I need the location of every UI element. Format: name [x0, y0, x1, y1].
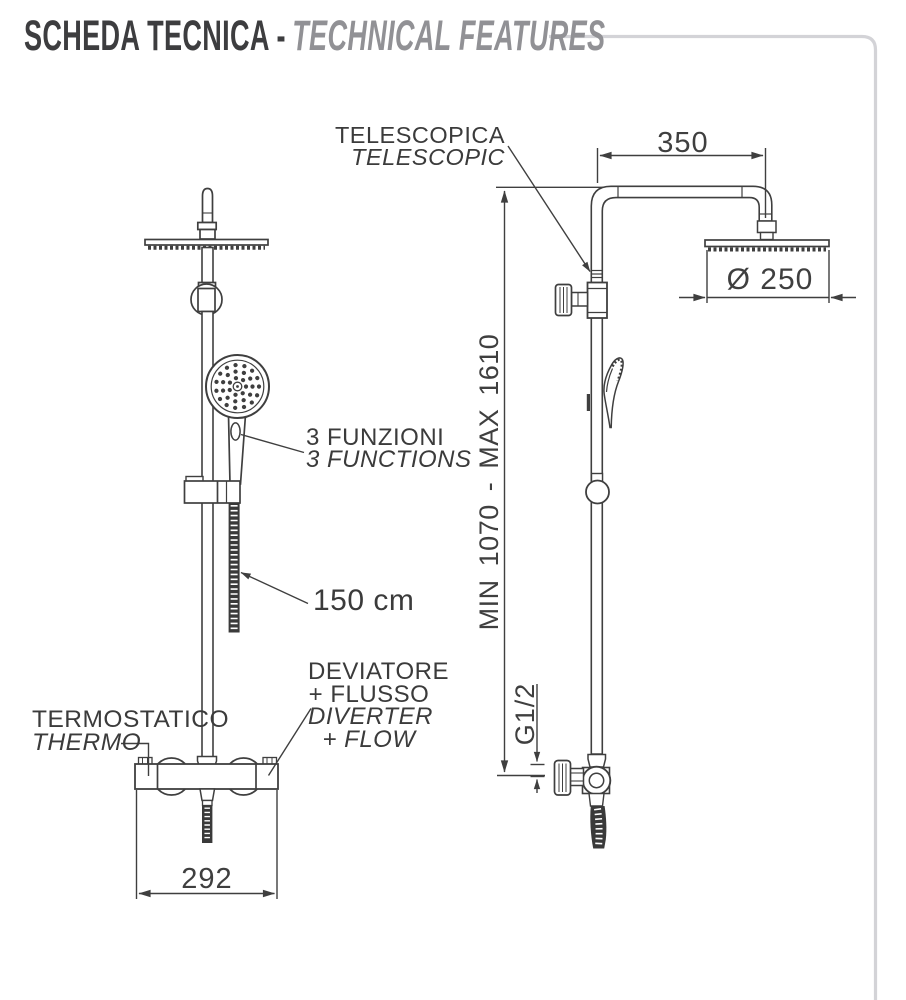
- page-title-italian: SCHEDA TECNICA -: [24, 12, 286, 60]
- label-diverter-en2: + FLOW: [322, 725, 416, 753]
- label-hose-length: 150 cm: [313, 584, 415, 617]
- dim-base-width: 292: [181, 863, 233, 895]
- dim-arm-projection: 350: [657, 127, 709, 159]
- page-title-english: TECHNICAL FEATURES: [292, 12, 606, 60]
- dim-height-range: MIN 1070 - MAX 1610: [474, 333, 504, 631]
- label-diverter-it2: + FLUSSO: [308, 680, 430, 708]
- label-thermostatic: [32, 706, 229, 756]
- label-telescopic: [300, 122, 505, 170]
- label-thermostatic-it: TERMOSTATICO: [32, 706, 229, 733]
- label-thermostatic-en: THERMO: [32, 728, 142, 756]
- label-functions-en: 3 FUNCTIONS: [306, 445, 472, 473]
- label-diverter: [308, 658, 449, 753]
- label-diverter-it1: DEVIATORE: [308, 658, 449, 685]
- dim-head-diameter: Ø 250: [726, 263, 814, 296]
- label-functions-it: 3 FUNZIONI: [306, 424, 445, 451]
- page-title: [24, 12, 605, 61]
- label-telescopic-en: TELESCOPIC: [351, 143, 505, 170]
- dim-thread: G1/2: [510, 682, 540, 746]
- label-diverter-en1: DIVERTER: [308, 703, 433, 731]
- label-functions: [306, 424, 472, 473]
- label-telescopic-it: TELESCOPICA: [334, 122, 505, 148]
